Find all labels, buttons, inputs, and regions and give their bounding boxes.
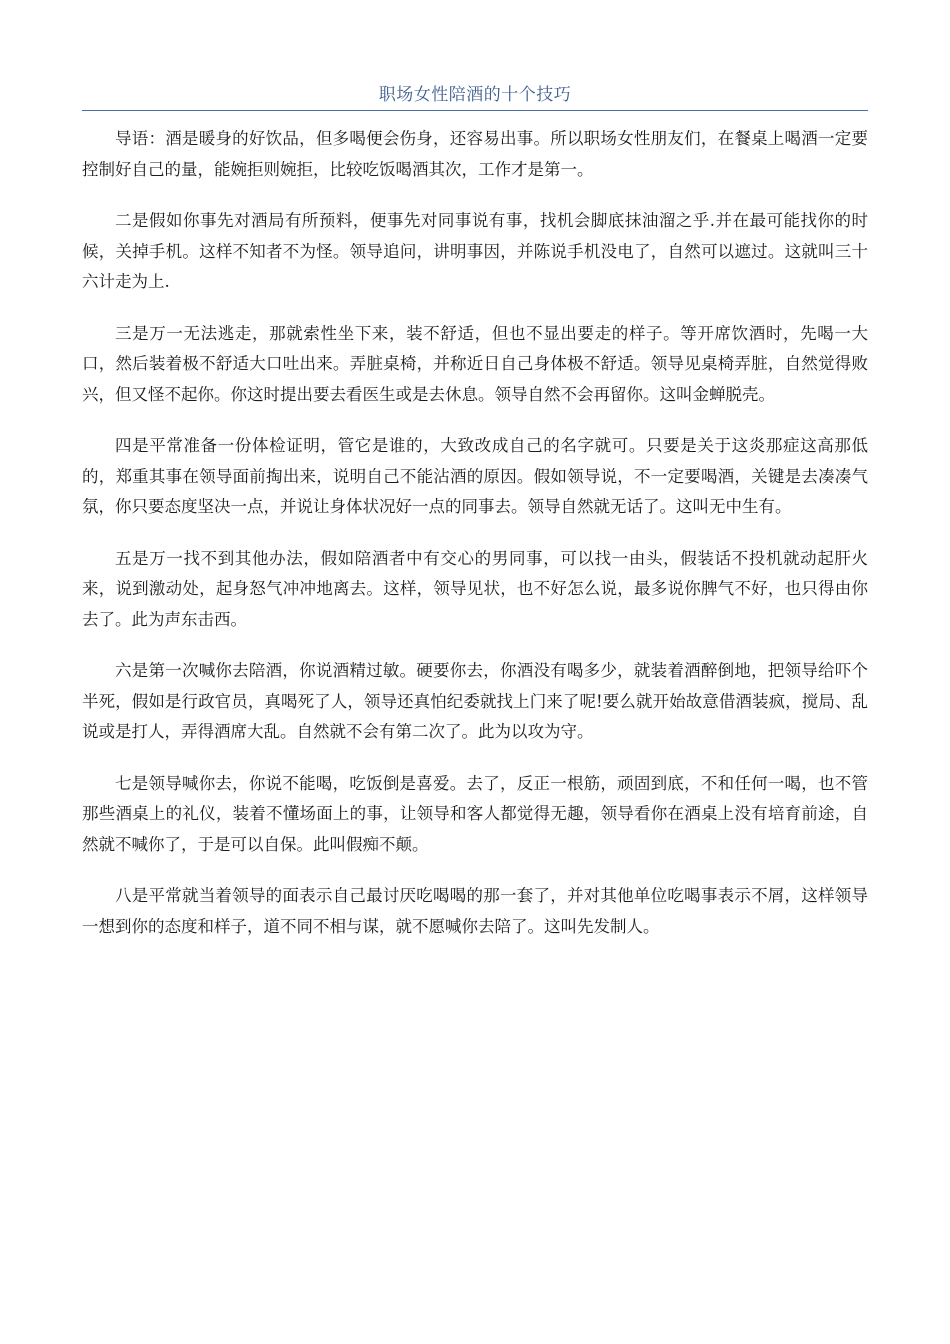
title-underline bbox=[82, 110, 868, 111]
document-title: 职场女性陪酒的十个技巧 bbox=[378, 85, 572, 105]
paragraph-tip-7: 七是领导喊你去，你说不能喝，吃饭倒是喜爱。去了，反正一根筋，顽固到底，不和任何一喝，也不管那些酒桌上的礼仪，装着不懂场面上的事，让领导和客人都觉得无趣，领导看你在酒桌上没有培育前途，自然就不喊你了，于是可以自保。此叫假痴不颠。 bbox=[82, 773, 868, 854]
paragraph-intro: 导语：酒是暖身的好饮品，但多喝便会伤身，还容易出事。所以职场女性朋友们，在餐桌上喝酒一定要控制好自己的量，能婉拒则婉拒，比较吃饭喝酒其次，工作才是第一。 bbox=[82, 129, 868, 179]
paragraph-tip-2: 二是假如你事先对酒局有所预料，便事先对同事说有事，找机会脚底抹油溜之乎.并在最可能找你的时候，关掉手机。这样不知者不为怪。领导追问，讲明事因，并陈说手机没电了，自然可以遮过。这就叫三十六计走为上. bbox=[82, 211, 868, 291]
document-page bbox=[82, 0, 868, 963]
paragraph-tip-3: 三是万一无法逃走，那就索性坐下来，装不舒适，但也不显出要走的样子。等开席饮酒时，先喝一大口，然后装着极不舒适大口吐出来。弄脏桌椅，并称近日自己身体极不舒适。领导见桌椅弄脏，自然觉得败兴，但又怪不起你。你这时提出要去看医生或是去休息。领导自然不会再留你。这叫金蝉脱壳。 bbox=[82, 323, 868, 404]
paragraph-tip-8: 八是平常就当着领导的面表示自己最讨厌吃喝喝的那一套了，并对其他单位吃喝事表示不屑，这样领导一想到你的态度和样子，道不同不相与谋，就不愿喊你去陪了。这叫先发制人。 bbox=[82, 886, 868, 936]
paragraph-tip-5: 五是万一找不到其他办法，假如陪酒者中有交心的男同事，可以找一由头，假装话不投机就动起肝火来，说到激动处，起身怒气冲冲地离去。这样，领导见状，也不好怎么说，最多说你脾气不好，也只得由你去了。此为声东击西。 bbox=[82, 548, 868, 629]
document-body bbox=[82, 124, 868, 942]
paragraph-tip-4: 四是平常准备一份体检证明，管它是谁的，大致改成自己的名字就可。只要是关于这炎那症这高那低的，郑重其事在领导面前掏出来，说明自己不能沾酒的原因。假如领导说，不一定要喝酒，关键是去凑凑气氛，你只要态度坚决一点，并说让身体状况好一点的同事去。领导自然就无话了。这叫无中生有。 bbox=[82, 436, 868, 516]
paragraph-tip-6: 六是第一次喊你去陪酒，你说酒精过敏。硬要你去，你酒没有喝多少，就装着酒醉倒地，把领导给吓个半死，假如是行政官员，真喝死了人，领导还真怕纪委就找上门来了呢!要么就开始故意借酒装疯，搅局、乱说或是打人，弄得酒席大乱。自然就不会有第二次了。此为以攻为守。 bbox=[82, 661, 868, 741]
